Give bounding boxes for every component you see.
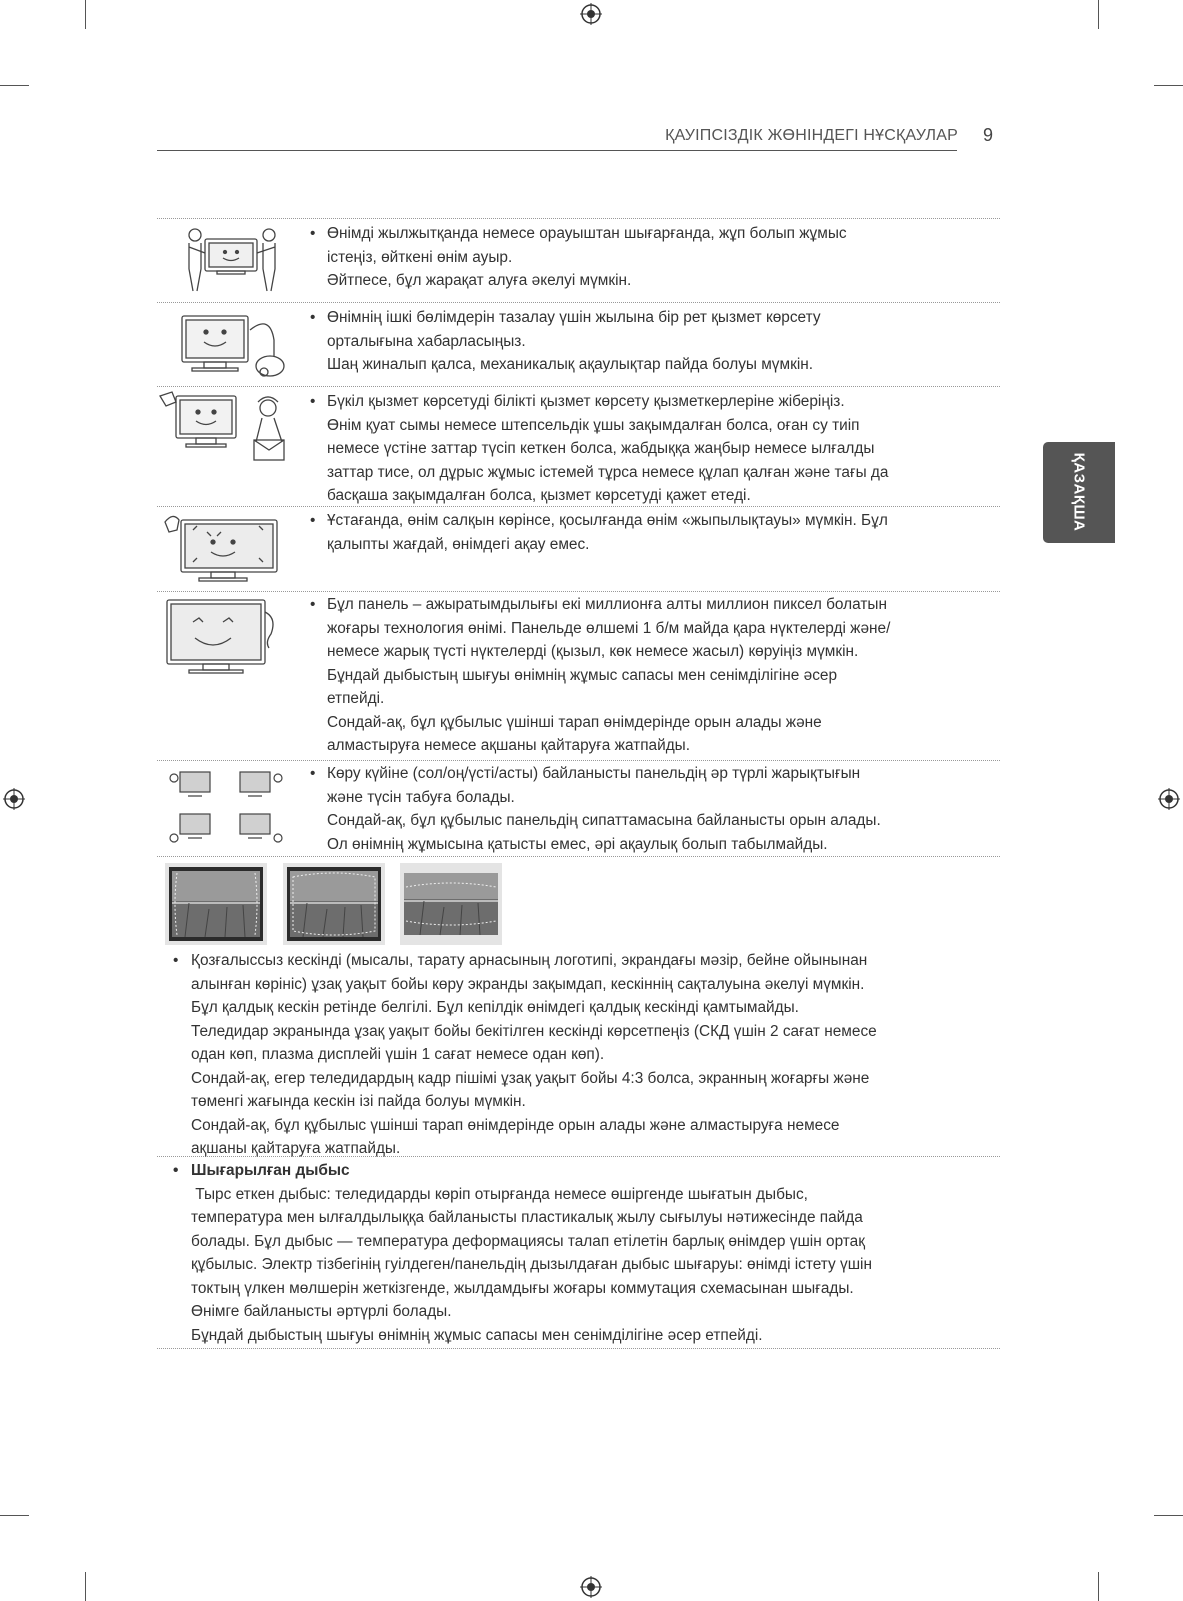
text-line: Бұл қалдық кескін ретінде белгілі. Бұл кепілдік өнімдегі қалдық кескінді қамтымайды. (191, 999, 799, 1016)
safety-item-flicker (310, 509, 1000, 556)
tv-service-technician-icon (158, 390, 298, 466)
text-line: Сондай-ақ, егер теледидардың кадр пішімі ұзақ уақыт бойы 4:3 болса, экранның жоғарғы және (191, 1069, 870, 1087)
crop-mark (1154, 1515, 1183, 1516)
text-line: және түсін табуға болады. (327, 788, 515, 806)
safety-item-pixels (310, 593, 1000, 758)
text-line: төменгі жағында кескін ізі пайда болуы мүмкін. (191, 1093, 526, 1110)
residual-image-photo-3 (400, 863, 502, 945)
text-line: Көру күйіне (сол/оң/үсті/асты) байланысты панельдің әр түрлі жарықтығын (327, 765, 861, 782)
text-line: басқаша зақымдалған болса, қызмет көрсетуді қажет етеді. (327, 487, 751, 504)
text-line: алынған көрініс) ұзақ уақыт бойы көру экранды зақымдап, кескіннің сақталуына әкелуі мүмкін. (191, 975, 865, 993)
text-line: орталығына хабарласыңыз. (327, 332, 526, 350)
text-line: алмастыруға немесе ақшаны қайтаруға жатпайды. (327, 737, 691, 754)
text-line: Тырс еткен дыбыс: теледидарды көріп отырғанда немесе өшіргенде шығатын дыбыс, (191, 1185, 808, 1203)
bullet: • (310, 393, 316, 410)
text-line: температура мен ылғалдылыққа байланысты пластикалық жылу сығылуы нәтижесінде пайда (191, 1209, 863, 1226)
residual-image-photo-2 (283, 863, 385, 945)
section-heading: Шығарылған дыбыс (191, 1162, 350, 1179)
text-line: Қозғалыссыз кескінді (мысалы, тарату арнасының логотипі, экрандағы мәзір, бейне ойынынан (191, 952, 868, 969)
text-line: Өнімді жылжытқанда немесе орауыштан шығарғанда, жұп болып жұмыс (327, 225, 847, 242)
text-line: Өнімнің ішкі бөлімдерін тазалау үшін жылына бір рет қызмет көрсету (327, 309, 821, 326)
language-tab (1043, 442, 1115, 543)
safety-item-service (310, 390, 1000, 508)
text-line: жоғары технология өнімі. Панельде өлшемі 1 б/м майда қара нүктелерді және/ (327, 619, 891, 637)
safety-item-viewing-angle (310, 762, 1000, 856)
text-line: Өнім қуат сымы немесе штепсельдік ұшы зақымдалған болса, оған су тиіп (327, 416, 860, 434)
page-number: 9 (983, 125, 994, 145)
bullet: • (310, 512, 316, 529)
tv-viewing-angle-icon (166, 766, 286, 848)
crop-mark (0, 85, 29, 86)
tv-pixel-panel-icon (165, 598, 280, 680)
bullet: • (310, 225, 316, 242)
bullet: • (310, 596, 316, 613)
crop-mark (85, 1572, 86, 1601)
crop-mark (0, 1515, 29, 1516)
text-line: немесе үстіне заттар түсіп кеткен болса, жабдыққа жаңбыр немесе ылғалды (327, 440, 875, 457)
text-line: ақшаны қайтаруға жатпайды. (191, 1140, 401, 1157)
text-line: Бұндай дыбыстың шығуы өнімнің жұмыс сапасы мен сенімділігіне әсер (327, 666, 838, 684)
text-line: қалыпты жағдай, өнімдегі ақау емес. (327, 535, 590, 553)
registration-mark-icon (580, 1576, 602, 1598)
header-rule (157, 150, 957, 151)
text-line: етпейді. (327, 690, 385, 707)
text-line: Әйтпесе, бұл жарақат алуға әкелуі мүмкін. (327, 272, 632, 289)
page-title: ҚАУІПСІЗДІК ЖӨНІНДЕГІ НҰСҚАУЛАР (665, 127, 958, 144)
text-line: істеңіз, өйткені өнім ауыр. (327, 248, 513, 266)
generated-sound-paragraph (173, 1159, 1003, 1347)
text-line: Теледидар экранында ұзақ уақыт бойы бекітілген кескінді көрсетпеңіз (СКД үшін 2 сағат немесе (191, 1022, 877, 1040)
text-line: Сондай-ақ, бұл құбылыс үшінші тарап өнімдерінде орын алады және алмастыруға немесе (191, 1116, 840, 1134)
registration-mark-icon (3, 788, 25, 810)
text-line: Ұстағанда, өнім салқын көрінсе, қосылғанда өнім «жыпылықтауы» мүмкін. Бұл (327, 512, 888, 529)
bullet: • (310, 309, 316, 326)
divider (157, 302, 1000, 303)
text-line: Сондай-ақ, бұл құбылыс панельдің сипаттамасына байланысты орын алады. (327, 812, 881, 829)
crop-mark (85, 0, 86, 29)
divider (157, 856, 1000, 857)
bullet: • (173, 1162, 179, 1179)
safety-item-moving (310, 222, 1000, 293)
text-line: токтың үлкен мөлшерін жеткізгенде, жылдамдығы жоғары коммутация схемасынан шығады. (191, 1279, 854, 1297)
safety-item-cleaning (310, 306, 1000, 377)
crop-mark (1098, 1572, 1099, 1601)
text-line: болады. Бұл дыбыс — температура деформациясы талап етілетін барлық өнімдер үшін ортақ (191, 1232, 865, 1250)
text-line: Шаң жиналып қалса, механикалық ақаулықтар пайда болуы мүмкін. (327, 356, 814, 373)
bullet: • (310, 765, 316, 782)
text-line: Сондай-ақ, бұл құбылыс үшінші тарап өнімдерінде орын алады және (327, 713, 822, 731)
text-line: одан көп, плазма дисплейі үшін 1 сағат немесе одан көп). (191, 1046, 605, 1063)
tv-vacuum-cleaner-icon (178, 310, 288, 382)
text-line: құбылыс. Электр тізбегінің гуілдеген/панельдің дызылдаған дыбыс шығаруы: өнімді істету үшін (191, 1256, 872, 1273)
crop-mark (1154, 85, 1183, 86)
text-line: Бұндай дыбыстың шығуы өнімнің жұмыс сапасы мен сенімділігіне әсер етпейді. (191, 1326, 763, 1344)
divider (157, 386, 1000, 387)
residual-image-paragraph (173, 949, 1003, 1161)
text-line: Бүкіл қызмет көрсетуді білікті қызмет көрсету қызметкерлеріне жіберіңіз. (327, 393, 845, 410)
residual-image-photo-1 (165, 863, 267, 945)
two-people-carrying-tv-icon (183, 225, 283, 295)
divider (157, 218, 1000, 219)
text-line: заттар тисе, ол дұрыс жұмыс істемей тұрса немесе құлап қалған және тағы да (327, 463, 889, 481)
text-line: Ол өнімнің жұмысына қатысты емес, әрі ақаулық болып табылмайды. (327, 835, 828, 853)
text-line: Бұл панель – ажыратымдылығы екі миллионға алты миллион пиксел болатын (327, 596, 887, 613)
text-line: немесе жарық түсті нүктелерді (қызыл, көк немесе жасыл) көруіңіз мүмкін. (327, 643, 859, 660)
text-line: Өнімге байланысты әртүрлі болады. (191, 1303, 452, 1320)
registration-mark-icon (580, 3, 602, 25)
language-tab-label: ҚАЗАҚША (1070, 452, 1088, 532)
bullet: • (173, 952, 179, 969)
registration-mark-icon (1158, 788, 1180, 810)
divider (157, 1348, 1000, 1349)
tv-flicker-icon (163, 512, 283, 588)
crop-mark (1098, 0, 1099, 29)
divider (157, 591, 1000, 592)
divider (157, 760, 1000, 761)
